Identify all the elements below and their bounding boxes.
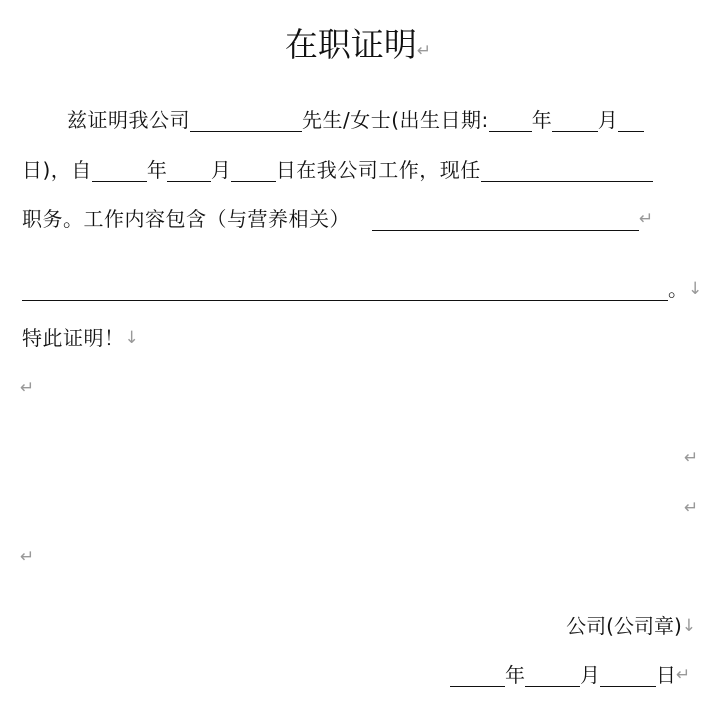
paragraph-mark: ↵: [684, 498, 699, 518]
start-month-blank[interactable]: [167, 161, 211, 182]
paragraph-mark: ↵: [639, 209, 654, 229]
line-3: 职务。工作内容包含（与营养相关） ↵: [22, 207, 654, 231]
start-day-blank[interactable]: [231, 161, 276, 182]
sign-month-blank[interactable]: [525, 666, 580, 687]
job-content-blank-2[interactable]: [22, 280, 668, 301]
birth-year-blank[interactable]: [489, 111, 532, 132]
closing-line: 特此证明！ ↓: [22, 326, 139, 350]
job-content-blank[interactable]: [372, 210, 639, 231]
birth-month-blank[interactable]: [552, 111, 598, 132]
paragraph-mark: ↵: [20, 378, 35, 398]
document-title: 在职证明↵: [284, 25, 432, 64]
start-year-blank[interactable]: [92, 161, 147, 182]
company-seal-line: 公司(公司章) ↓: [566, 614, 696, 638]
sign-year-blank[interactable]: [450, 666, 505, 687]
line-1: 兹证明我公司 先生/女士(出生日期: 年 月: [67, 108, 644, 132]
paragraph-mark: ↵: [684, 448, 699, 468]
sign-day-blank[interactable]: [600, 666, 656, 687]
birth-day-blank[interactable]: [618, 111, 644, 132]
position-blank[interactable]: [481, 161, 653, 182]
line-4: 。 ↓: [22, 277, 702, 301]
signature-date-line: 年 月 日 ↵: [450, 663, 690, 687]
name-blank[interactable]: [190, 111, 302, 132]
paragraph-mark: ↵: [416, 41, 432, 61]
paragraph-mark: ↵: [20, 547, 35, 567]
line-2: 日)，自 年 月 日在我公司工作，现任: [22, 158, 653, 182]
